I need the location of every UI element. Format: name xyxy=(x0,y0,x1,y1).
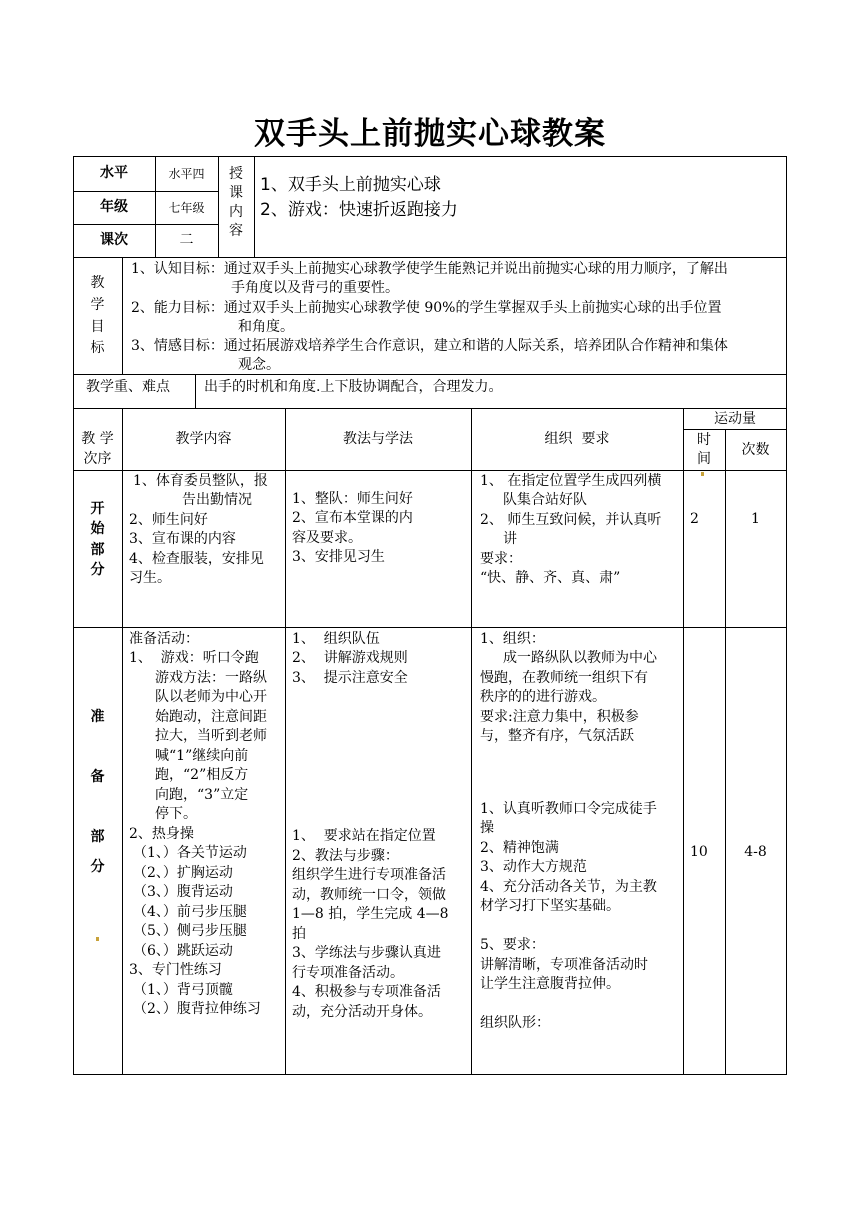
header-method: 教法与学法 xyxy=(343,431,413,447)
lesson-value: 二 xyxy=(179,232,194,248)
section-start-time: 2 xyxy=(690,511,699,527)
marker-icon xyxy=(701,472,704,476)
section-prep-count: 4-8 xyxy=(744,844,767,860)
section-prep-time: 10 xyxy=(690,844,708,860)
content-line-1: 1、双手头上前抛实心球 xyxy=(260,175,441,195)
key-points-text: 出手的时机和角度.上下肢协调配合，合理发力。 xyxy=(204,379,503,395)
content-line-2: 2、游戏：快速折返跑接力 xyxy=(260,200,458,220)
document-title: 双手头上前抛实心球教案 xyxy=(254,116,606,152)
header-content: 教学内容 xyxy=(175,431,232,447)
grade-value: 七年级 xyxy=(168,201,205,215)
header-count: 次数 xyxy=(741,442,770,458)
header-load: 运动量 xyxy=(714,411,756,427)
section-start-count: 1 xyxy=(751,511,760,527)
lesson-label: 课次 xyxy=(100,232,128,248)
key-points-label: 教学重、难点 xyxy=(86,379,170,395)
grade-label: 年级 xyxy=(100,199,128,215)
header-organization: 组织 要求 xyxy=(544,431,610,447)
level-label: 水平 xyxy=(100,165,128,181)
marker-icon xyxy=(96,937,99,941)
level-value: 水平四 xyxy=(168,167,205,181)
